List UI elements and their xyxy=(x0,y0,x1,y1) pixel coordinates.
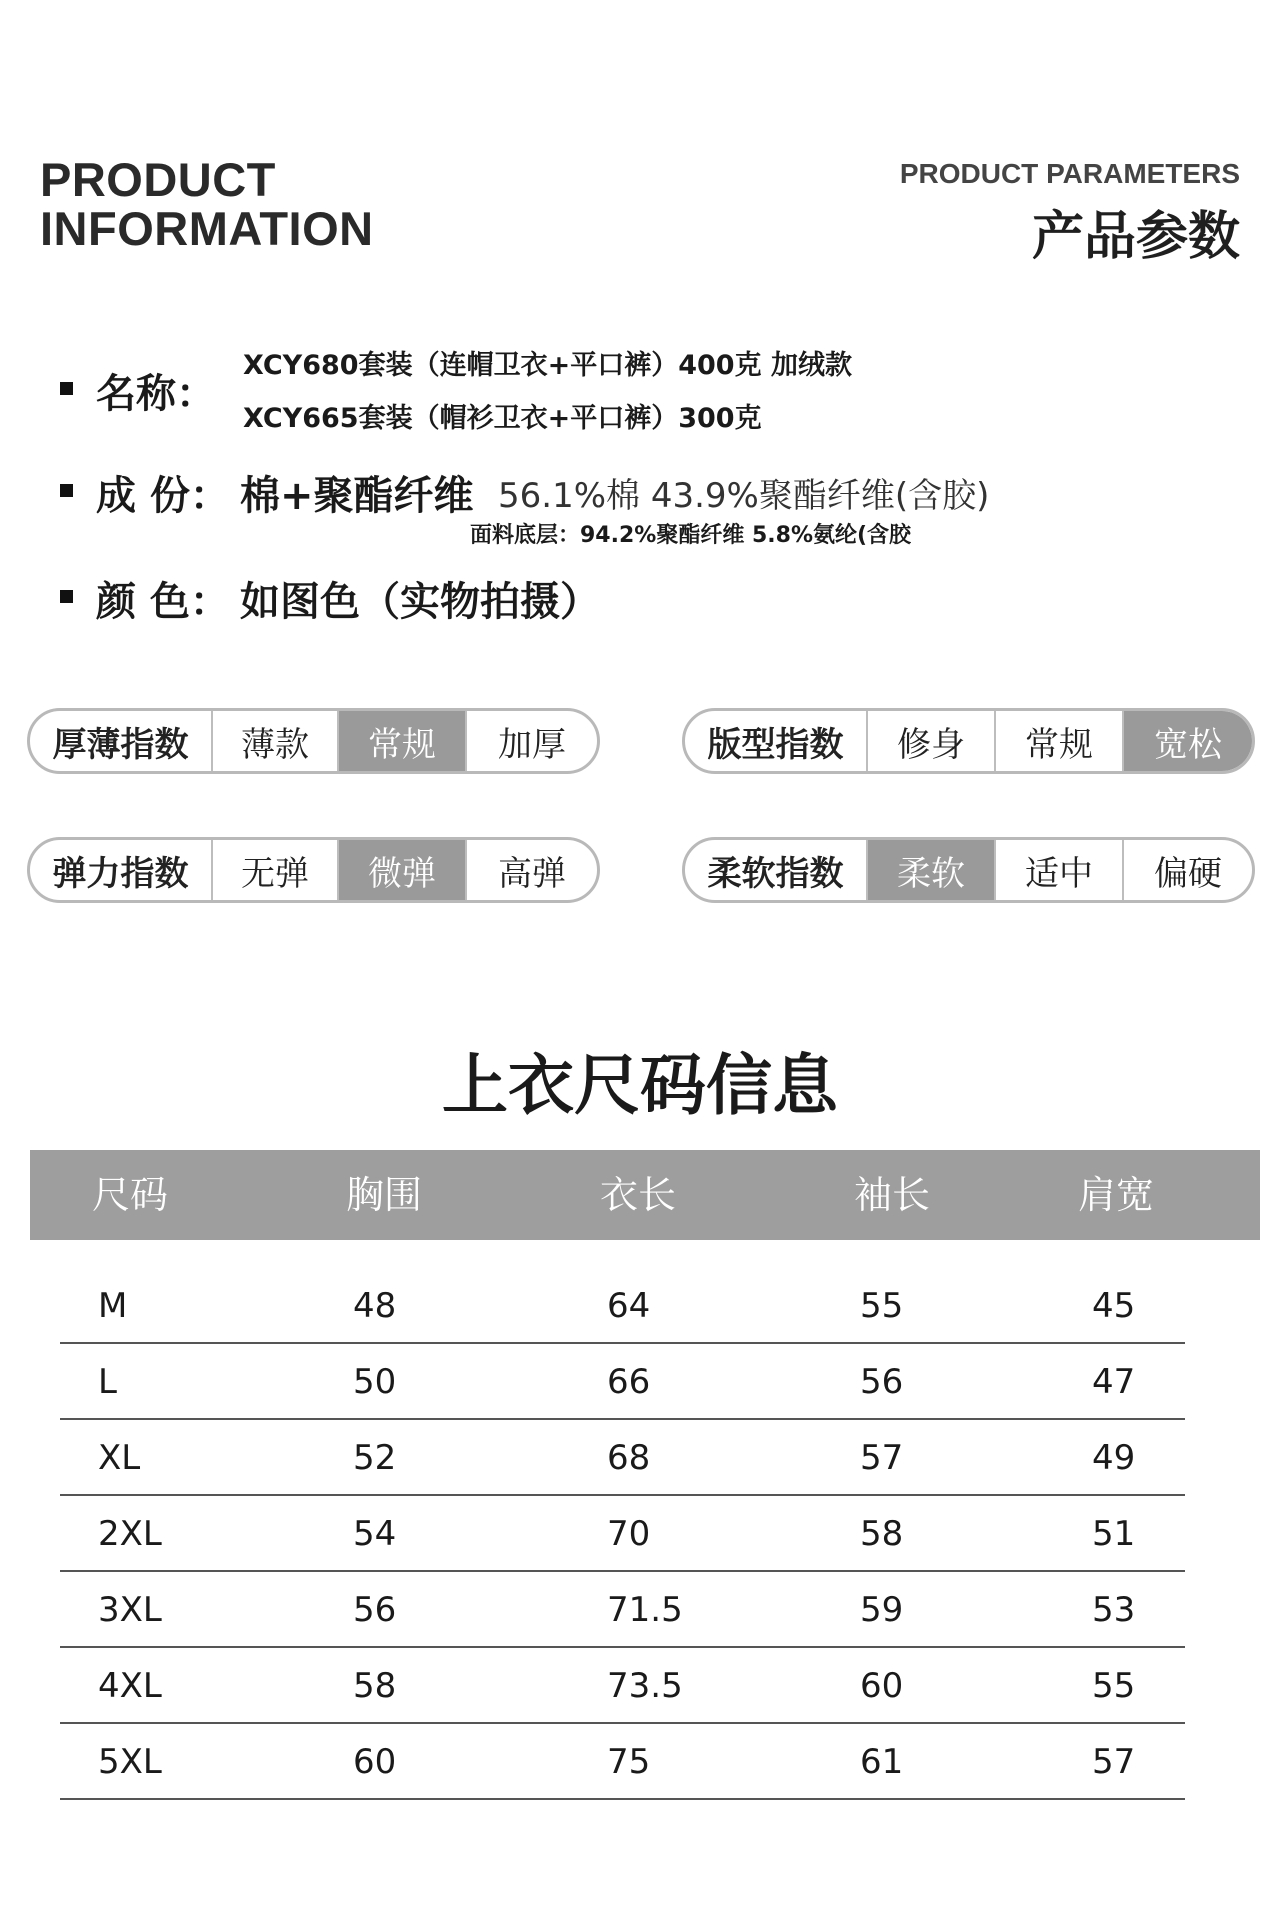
fit-index-label: 版型指数 xyxy=(707,724,844,765)
cell-shoulder: 49 xyxy=(1092,1438,1136,1478)
header-size: 尺码 xyxy=(92,1173,169,1217)
cell-sleeve: 58 xyxy=(860,1514,904,1554)
thickness-option-thick: 加厚 xyxy=(465,711,597,771)
composition-label: 成 份： xyxy=(96,473,230,519)
product-parameters-zh: 产品参数 xyxy=(1031,207,1240,267)
header-shoulder: 肩宽 xyxy=(1078,1173,1155,1217)
cell-size: 4XL xyxy=(98,1666,162,1706)
cell-chest: 60 xyxy=(353,1742,397,1782)
cell-shoulder: 57 xyxy=(1092,1742,1136,1782)
cell-length: 71.5 xyxy=(607,1590,683,1630)
header-chest: 胸围 xyxy=(346,1173,423,1217)
fit-option-loose: 宽松 xyxy=(1122,711,1252,771)
cell-sleeve: 55 xyxy=(860,1286,904,1326)
cell-shoulder: 51 xyxy=(1092,1514,1136,1554)
header-sleeve: 袖长 xyxy=(854,1173,931,1217)
cell-chest: 52 xyxy=(353,1438,397,1478)
cell-size: 2XL xyxy=(98,1514,162,1554)
table-row xyxy=(60,1724,1185,1800)
cell-shoulder: 53 xyxy=(1092,1590,1136,1630)
color-label: 颜 色： xyxy=(96,579,230,625)
softness-index-label: 柔软指数 xyxy=(707,853,844,894)
cell-sleeve: 59 xyxy=(860,1590,904,1630)
header-length: 衣长 xyxy=(600,1173,677,1217)
bullet-name xyxy=(60,382,73,395)
fit-option-regular: 常规 xyxy=(994,711,1122,771)
name-line-1: XCY680套装（连帽卫衣+平口裤）400克 加绒款 xyxy=(243,350,852,381)
bullet-color xyxy=(60,590,73,603)
product-information-title xyxy=(40,155,374,253)
cell-size: L xyxy=(98,1362,117,1402)
cell-length: 64 xyxy=(607,1286,651,1326)
cell-sleeve: 60 xyxy=(860,1666,904,1706)
elasticity-index-label: 弹力指数 xyxy=(52,853,189,894)
cell-length: 70 xyxy=(607,1514,651,1554)
table-row xyxy=(60,1268,1185,1344)
composition-detail: 56.1%棉 43.9%聚酯纤维(含胶) xyxy=(498,476,990,516)
fit-option-slim: 修身 xyxy=(866,711,994,771)
cell-shoulder: 55 xyxy=(1092,1666,1136,1706)
softness-option-soft: 柔软 xyxy=(866,840,994,900)
softness-option-hard: 偏硬 xyxy=(1122,840,1252,900)
cell-size: 3XL xyxy=(98,1590,162,1630)
composition-value: 棉+聚酯纤维 xyxy=(240,473,474,519)
table-row xyxy=(60,1648,1185,1724)
composition-lining: 面料底层：94.2%聚酯纤维 5.8%氨纶(含胶 xyxy=(470,523,912,548)
title-line-1: PRODUCT xyxy=(40,153,276,206)
thickness-option-thin: 薄款 xyxy=(211,711,337,771)
bullet-composition xyxy=(60,484,73,497)
cell-shoulder: 45 xyxy=(1092,1286,1136,1326)
cell-length: 68 xyxy=(607,1438,651,1478)
cell-sleeve: 61 xyxy=(860,1742,904,1782)
softness-option-medium: 适中 xyxy=(994,840,1122,900)
table-row xyxy=(60,1572,1185,1648)
cell-chest: 58 xyxy=(353,1666,397,1706)
table-row xyxy=(60,1344,1185,1420)
elasticity-index xyxy=(27,837,600,903)
elasticity-option-none: 无弹 xyxy=(211,840,337,900)
thickness-index xyxy=(27,708,600,774)
cell-sleeve: 57 xyxy=(860,1438,904,1478)
cell-size: XL xyxy=(98,1438,141,1478)
row-divider xyxy=(60,1798,1185,1800)
cell-length: 73.5 xyxy=(607,1666,683,1706)
title-line-2: INFORMATION xyxy=(40,202,374,255)
cell-shoulder: 47 xyxy=(1092,1362,1136,1402)
table-row xyxy=(60,1496,1185,1572)
cell-chest: 50 xyxy=(353,1362,397,1402)
name-label: 名称： xyxy=(96,371,216,417)
thickness-option-regular: 常规 xyxy=(337,711,465,771)
size-table-header xyxy=(30,1150,1260,1240)
cell-size: 5XL xyxy=(98,1742,162,1782)
cell-chest: 54 xyxy=(353,1514,397,1554)
table-row xyxy=(60,1420,1185,1496)
cell-size: M xyxy=(98,1286,128,1326)
cell-length: 75 xyxy=(607,1742,651,1782)
cell-chest: 56 xyxy=(353,1590,397,1630)
fit-index xyxy=(682,708,1255,774)
color-value: 如图色（实物拍摄） xyxy=(240,579,600,625)
elasticity-option-high: 高弹 xyxy=(465,840,597,900)
cell-sleeve: 56 xyxy=(860,1362,904,1402)
product-parameters-en: PRODUCT PARAMETERS xyxy=(899,158,1240,189)
elasticity-option-slight: 微弹 xyxy=(337,840,465,900)
thickness-index-label: 厚薄指数 xyxy=(52,724,189,765)
softness-index xyxy=(682,837,1255,903)
name-line-2: XCY665套装（帽衫卫衣+平口裤）300克 xyxy=(243,403,762,434)
cell-length: 66 xyxy=(607,1362,651,1402)
size-section-title: 上衣尺码信息 xyxy=(442,1047,838,1124)
cell-chest: 48 xyxy=(353,1286,397,1326)
